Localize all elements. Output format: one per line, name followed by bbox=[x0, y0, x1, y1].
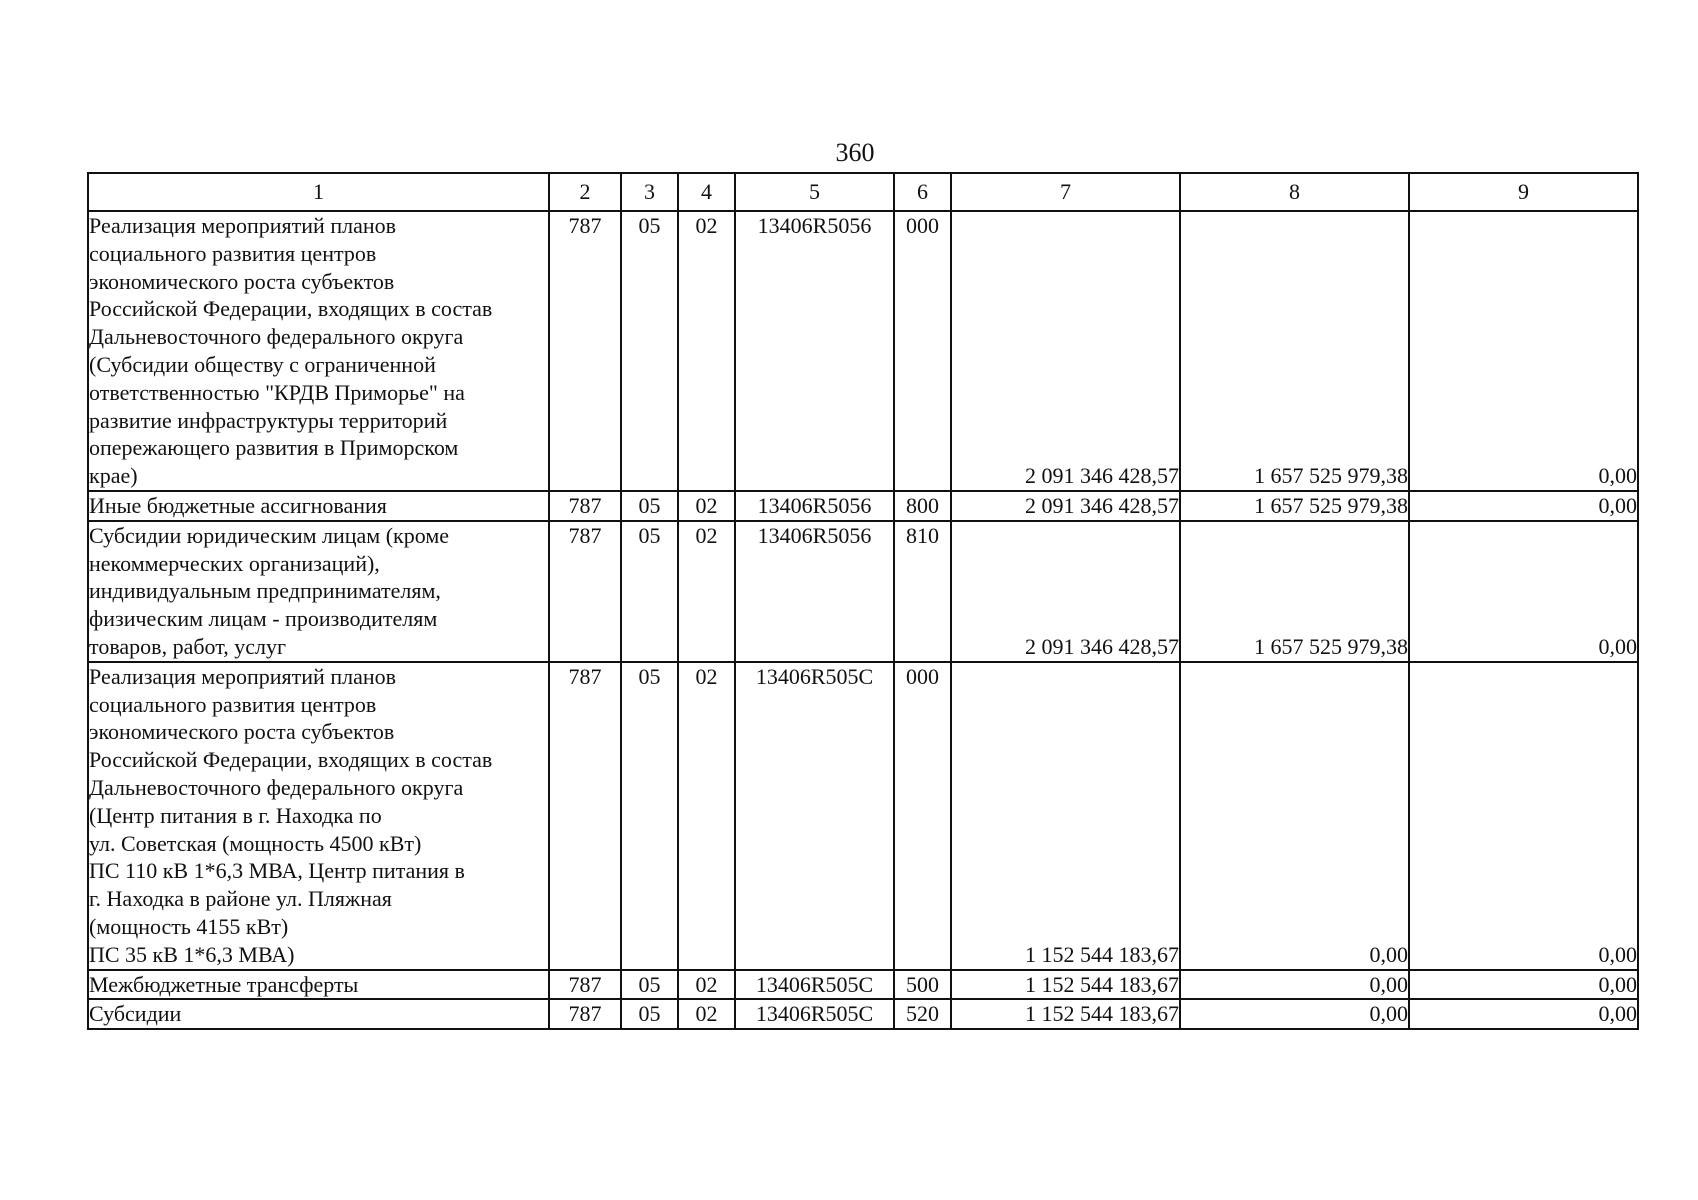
amount-col9-cell: 0,00 bbox=[1409, 491, 1638, 521]
header-cell: 1 bbox=[88, 173, 549, 211]
section-code-cell: 05 bbox=[621, 521, 678, 662]
subsection-code-cell: 02 bbox=[678, 662, 735, 970]
table-row bbox=[88, 211, 1638, 491]
amount-col8-cell: 1 657 525 979,38 bbox=[1180, 211, 1409, 491]
amount-col8-cell: 1 657 525 979,38 bbox=[1180, 521, 1409, 662]
budget-table bbox=[87, 172, 1639, 1030]
admin-code-cell: 787 bbox=[549, 211, 621, 491]
row-name-cell: Реализация мероприятий планов социального развития центров экономического роста субъектов Российской Федерации, входящих в состав Дальневосточного федерального округа (Субсидии обществу с ограниченной ответственностью "КРДВ Приморье" на развитие инфраструктуры территорий опережающего развития в Приморском крае) bbox=[88, 211, 549, 491]
expense-type-cell: 810 bbox=[894, 521, 951, 662]
amount-col8-cell: 0,00 bbox=[1180, 970, 1409, 1000]
row-name-cell: Субсидии юридическим лицам (кроме некоммерческих организаций), индивидуальным предпринимателям, физическим лицам - производителям товаров, работ, услуг bbox=[88, 521, 549, 662]
amount-col7-cell: 1 152 544 183,67 bbox=[951, 970, 1180, 1000]
target-article-cell: 13406R5056 bbox=[735, 521, 894, 662]
page-number: 360 bbox=[835, 138, 875, 167]
subsection-code-cell: 02 bbox=[678, 999, 735, 1029]
expense-type-cell: 500 bbox=[894, 970, 951, 1000]
amount-col7-cell: 2 091 346 428,57 bbox=[951, 491, 1180, 521]
target-article-cell: 13406R505C bbox=[735, 662, 894, 970]
target-article-cell: 13406R5056 bbox=[735, 491, 894, 521]
amount-col9-cell: 0,00 bbox=[1409, 999, 1638, 1029]
admin-code-cell: 787 bbox=[549, 662, 621, 970]
admin-code-cell: 787 bbox=[549, 491, 621, 521]
admin-code-cell: 787 bbox=[549, 970, 621, 1000]
amount-col9-cell: 0,00 bbox=[1409, 662, 1638, 970]
header-row bbox=[88, 173, 1638, 211]
section-code-cell: 05 bbox=[621, 662, 678, 970]
subsection-code-cell: 02 bbox=[678, 211, 735, 491]
amount-col7-cell: 1 152 544 183,67 bbox=[951, 662, 1180, 970]
expense-type-cell: 000 bbox=[894, 662, 951, 970]
amount-col8-cell: 1 657 525 979,38 bbox=[1180, 491, 1409, 521]
section-code-cell: 05 bbox=[621, 211, 678, 491]
expense-type-cell: 800 bbox=[894, 491, 951, 521]
subsection-code-cell: 02 bbox=[678, 970, 735, 1000]
target-article-cell: 13406R505C bbox=[735, 970, 894, 1000]
expense-type-cell: 000 bbox=[894, 211, 951, 491]
table-row bbox=[88, 521, 1638, 662]
table-row bbox=[88, 999, 1638, 1029]
row-name-cell: Иные бюджетные ассигнования bbox=[88, 491, 549, 521]
admin-code-cell: 787 bbox=[549, 521, 621, 662]
section-code-cell: 05 bbox=[621, 999, 678, 1029]
subsection-code-cell: 02 bbox=[678, 491, 735, 521]
table-row bbox=[88, 970, 1638, 1000]
amount-col9-cell: 0,00 bbox=[1409, 521, 1638, 662]
row-name-cell: Субсидии bbox=[88, 999, 549, 1029]
subsection-code-cell: 02 bbox=[678, 521, 735, 662]
header-cell: 3 bbox=[621, 173, 678, 211]
target-article-cell: 13406R505C bbox=[735, 999, 894, 1029]
header-cell: 7 bbox=[951, 173, 1180, 211]
header-cell: 8 bbox=[1180, 173, 1409, 211]
table-row bbox=[88, 662, 1638, 970]
amount-col9-cell: 0,00 bbox=[1409, 970, 1638, 1000]
amount-col8-cell: 0,00 bbox=[1180, 999, 1409, 1029]
row-name-cell: Реализация мероприятий планов социального развития центров экономического роста субъектов Российской Федерации, входящих в состав Дальневосточного федерального округа (Центр питания в г. Находка по ул. Советская (мощность 4500 кВт) ПС 110 кВ 1*6,3 МВА, Центр питания в г. Находка в районе ул. Пляжная (мощность 4155 кВт) ПС 35 кВ 1*6,3 МВА) bbox=[88, 662, 549, 970]
header-cell: 9 bbox=[1409, 173, 1638, 211]
row-name-cell: Межбюджетные трансферты bbox=[88, 970, 549, 1000]
amount-col9-cell: 0,00 bbox=[1409, 211, 1638, 491]
expense-type-cell: 520 bbox=[894, 999, 951, 1029]
amount-col7-cell: 2 091 346 428,57 bbox=[951, 211, 1180, 491]
section-code-cell: 05 bbox=[621, 970, 678, 1000]
section-code-cell: 05 bbox=[621, 491, 678, 521]
admin-code-cell: 787 bbox=[549, 999, 621, 1029]
amount-col8-cell: 0,00 bbox=[1180, 662, 1409, 970]
amount-col7-cell: 2 091 346 428,57 bbox=[951, 521, 1180, 662]
header-cell: 6 bbox=[894, 173, 951, 211]
header-cell: 2 bbox=[549, 173, 621, 211]
amount-col7-cell: 1 152 544 183,67 bbox=[951, 999, 1180, 1029]
target-article-cell: 13406R5056 bbox=[735, 211, 894, 491]
header-cell: 5 bbox=[735, 173, 894, 211]
header-cell: 4 bbox=[678, 173, 735, 211]
table-row bbox=[88, 491, 1638, 521]
